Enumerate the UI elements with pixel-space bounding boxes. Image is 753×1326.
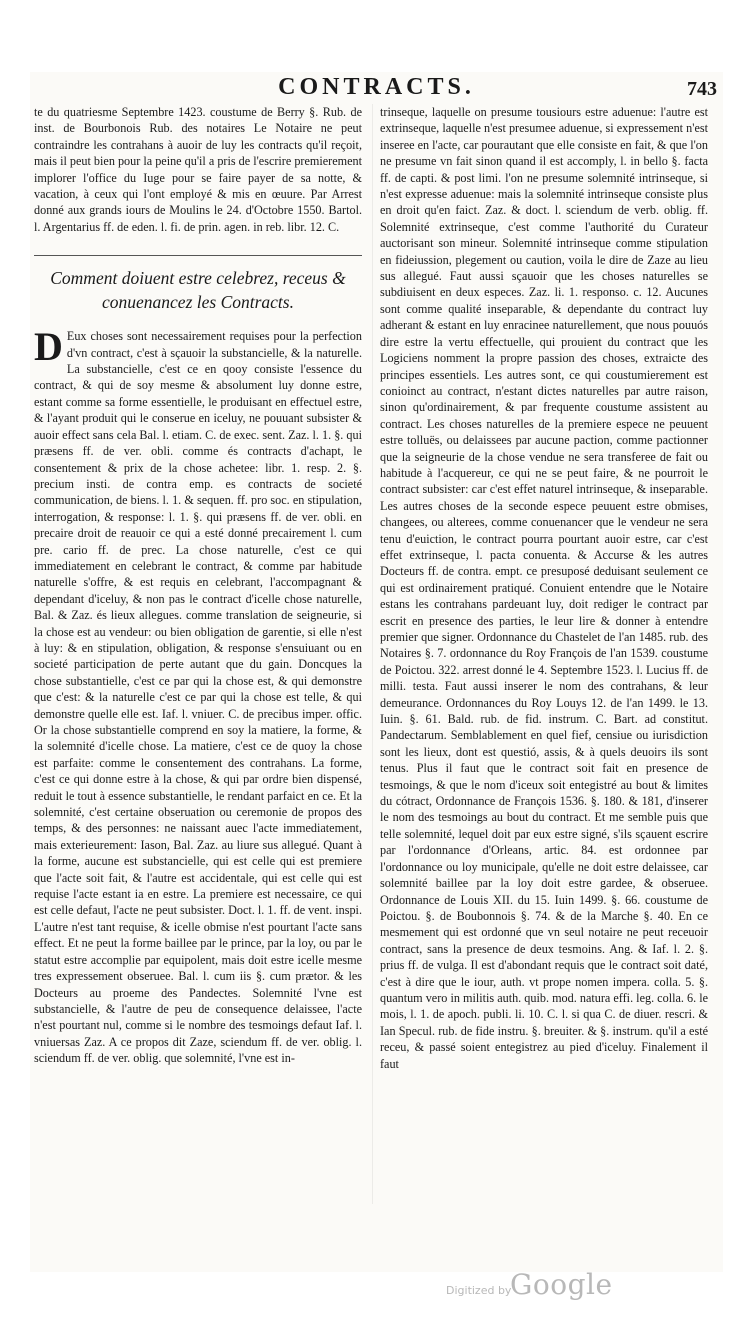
watermark-prefix: Digitized by [446, 1284, 512, 1297]
left-column [34, 104, 362, 1222]
right-body-paragraph: trinseque, laquelle on presume tousiours estre aduenue: l'autre est extrinseque, laquelle n'est presumee aduenue, si expressement n'est inseree en l'acte, car pourautant que elle consiste en fait, & que l'on ne presume vn fait sinon quand il est accomply, l. in bello §. facta ff. de capti. & post limi. l'on ne presume solemnité intrinseque, si n'est expresse aduenue: mais la solemnité intrinseque consiste plus en droit qu'en faict. Zaz. & doct. l. sciendum de verb. oblig. ff. Solemnité extrinseque, c'est comme l'authorité du Curateur auctorisant son mineur. Solemnité intrinseque comme stipulation en fideiussion, plegement ou caution, voila le dire de Zaze au lieu sus allegué. Faut aussi sçauoir que les choses naturelles se subdiuisent en deux especes. Zaz. li. 1. responso. c. 12. Aucunes sont comme qualité inseparable, & dependante du contract luy adherant & estant en luy enracinee naturellement, que nous pouuós dire estre la vertu effectuelle, qui prouient du contract que les Logiciens nomment la propre passion des choses, extraicte des principes essentiels. Les autres sont, ce qui coustumierement est conioinct au contract, n'estant dictes naturelles par autre raison, sinon qu'ordinairement, & par frequente coustume assistent au contract. Les choses naturelles de la premiere espece ne peuuent estre tolluës, ou delaissees par aucune paction, comme pactionner que la seigneurie de la chose vendue ne sera transferee de fait ou habitude à l'acquereur, ce qui ne se peut faire, & ne pourroit le contract subsister: car c'est effet naturel intrinseque, & inseparable. Les autres choses de la seconde espece peuuent estre obmises, changees, ou alterees, comme conuenancer que le vendeur ne sera tenu d'euiction, le contract pourra pourtant auoir estre, car c'est effet extrinseque, l. pacta conuenta. & Accurse & les autres Docteurs ff. de contra. empt. ce presuposé deduisant seulement ce qui est ordinairement pratiqué. Conuient entendre que le Notaire estans les contrahans pardeuant luy, doit rediger le contract par escrit en presence des parties, le leur lire & donner à entendre premier que signer. Ordonnance du Chastelet de l'an 1485. rub. des Notaires §. 7. ordonnance du Roy François de l'an 1539. coustume de Poictou. 322. arrest donné le 4. Septembre 1523. l. Lucius ff. de milli. testa. Faut aussi inserer le nom des contrahans, & leur demeurance. Ordonnances du Roy Louys 12. de l'an 1499. le 13. Iuin. §. 61. Bald. rub. de fid. instrum. C. Bart. ad constitut. Pandectarum. Semblablement en quel fief, censiue ou iurisdiction sont les lieux, dont est questió, assis, & à quels deuoirs ils sont tenus. Plus il faut que le contract soit fait en presence de tesmoings, & que le nom d'iceux soit entegistré au bout & limites du cótract, Ordonnance de François 1536. §. 180. & 181, d'inserer le nom des tesmoings au bout du contract. Et me semble puis que telle solemnité, lequel doit par eux estre signé, s'ils sçauent escrire par l'ordonnance d'Orleans, artic. 84. est ordonnee par l'ordonnance ou loy municipale, qu'elle ne doit estre delaissee, car solemnité baillee par la loy doit estre gardee, & obseruee. Ordonnance de Louis XII. du 15. Iuin 1499. §. 66. coustume de Poictou. §. de Boubonnois §. 74. & de la Marche §. 40. En ce mesmement qui est ordonné que vn seul notaire ne peut receuoir contract, sans la presence de deux tesmoins. Ang. & Iaf. l. 2. §. prius ff. de vulga. Il est d'abondant requis que le contract soit daté, c'est à dire que le iour, auth. vt prope nomen impera. colla. 5. §. quantum vero in militis auth. quib. mod. natura effi. leg. colla. 6. le mois, l. 1. de apoch. publi. li. 10. C. l. si qua C. de diuer. rescri. & Ian Specul. rub. de fide instru. §. breuiter. & §. instrum. qu'il a esté receu, & passé soient entegistrez au pied d'iceluy. Finalement il faut [380, 105, 708, 1071]
drop-cap: D [34, 324, 63, 370]
left-body-text: Eux choses sont necessairement requises pour la perfection d'vn contract, c'est à sçauoir la substancielle, & la naturelle. La substancielle, c'est ce en qooy consiste l'essence du contract, & qui de soy mesme & absolument luy donne estre, estant comme sa forme essentielle, le produisant en effectuel estre, & l'ayant produit qui le conserue en iceluy, ne pouuant subsister & auoir effect sans cela Bal. l. etiam. C. de exec. sent. Zaz. l. 1. §. qui præsens ff. de ver. obli. comme és contracts d'achapt, le consentement & prix de la chose achetee: libr. 1. resp. 2. §. precium insti. de contra emp. es contracts de societé communication, de biens. l. 1. & sequen. ff. pro soc. en stipulation, interrogation, & response: l. 1. §. qui præsens ff. de ver. obli. en precaire droit de reauoir ce qui a esté donné precairement l. cum pre. cario ff. de prec. La chose naturelle, c'est ce qui immediatement en celebrant le contract, & comme par habitude naturelle s'offre, & est requis en celebrant, l'accompagnant & dependant d'iceluy, & non pas le contract d'icelle chose naturelle, Bal. & Zaz. és lieux allegues. comme translation de seigneurie, si la chose est au vendeur: ou bien obligation de garentie, si elle n'est à luy: & en stipulation, obligation, & response s'ensuiuant ou en societé participation de perte autant que du gain. Doncques la chose substantielle, c'est ce par qui la chose est, & qui demonstre que c'est: & la naturelle c'est ce par qui la chose est telle, & qui demonstre quelle elle est. Iaf. l. vniuer. C. de precibus imper. offic. Or la chose substantielle comprend en soy la matiere, la forme, & la solemnité d'icelle chose. La matiere, c'est ce de quoy la chose est parfaite: comme le consentement des contrahans. La forme, c'est ce qui donne estre à la chose, & qui par ordre bien dispensé, reduit le tout à essence substantielle, le rendant parfaict en ce. Et la solemnité, c'est certaine obseruation ou ceremonie de propos des temps, & des personnes: ne naissant auec l'acte immediatement, mais exterieurement: Iason, Bal. Zaz. au liure sus allegué. Quant à la forme, aucune est substancielle, qui est celle qui est premiere que l'acte soit fait, & l'autre est accidentale, qui est celle qui est requise l'acte estant ia en estre. La premiere est necessaire, ce qui est celle defaut, l'acte ne peut subsister. Doct. l. 1. ff. de vent. inspi. L'autre n'est tant requise, & icelle obmise n'est pourtant l'acte sans effect. Et ne peut la forme baillee par le prince, par la loy, ou par le statut estre accomplie par equipolent, mais doit estre icelle mesme tres expressement obseruee. Bal. l. cum iis §. cum prætor. & les Docteurs au proeme des Pandectes. Solemnité l'vne est substancielle, & l'autre de peu de consequence delaissee, l'acte n'est pourtant nul, comme si le nombre des tesmoings defaut Iaf. l. vniuersas Zaz. A ce propos dit Zaze, sciendum ff. de ver. oblig. l. sciendum ff. de ver. oblig. que solemnité, l'vne est in- [34, 329, 362, 1066]
page-header [30, 72, 723, 106]
column-gutter [372, 104, 373, 1204]
section-heading: Comment doiuent estre celebrez, receus & conuenancez les Contracts. [34, 255, 362, 314]
page-number: 743 [687, 78, 717, 100]
left-intro-paragraph: te du quatriesme Septembre 1423. coustume de Berry §. Rub. de inst. de Bourbonois Rub. des notaires Le Notaire ne peut contraindre les contrahans à auoir de luy les contracts qu'il reçoit, mais il peut bien pour la peine qu'il a pris de l'escrire premierement implorer l'office du Iuge pour se faire payer de sa notte, & vacation, à ceux qui l'ont employé & mis en œuure. Par Arrest donné aux grands iours de Moulins le 24. d'Octobre 1550. Bartol. l. Argentarius ff. de eden. l. fi. de prin. agen. in reb. libr. 12. C. [34, 105, 362, 234]
left-body-paragraph [34, 324, 362, 1066]
running-title: CONTRACTS. [278, 74, 475, 100]
digitization-watermark [446, 1268, 706, 1308]
watermark-logo: Google [510, 1268, 613, 1301]
right-column [380, 104, 708, 1222]
